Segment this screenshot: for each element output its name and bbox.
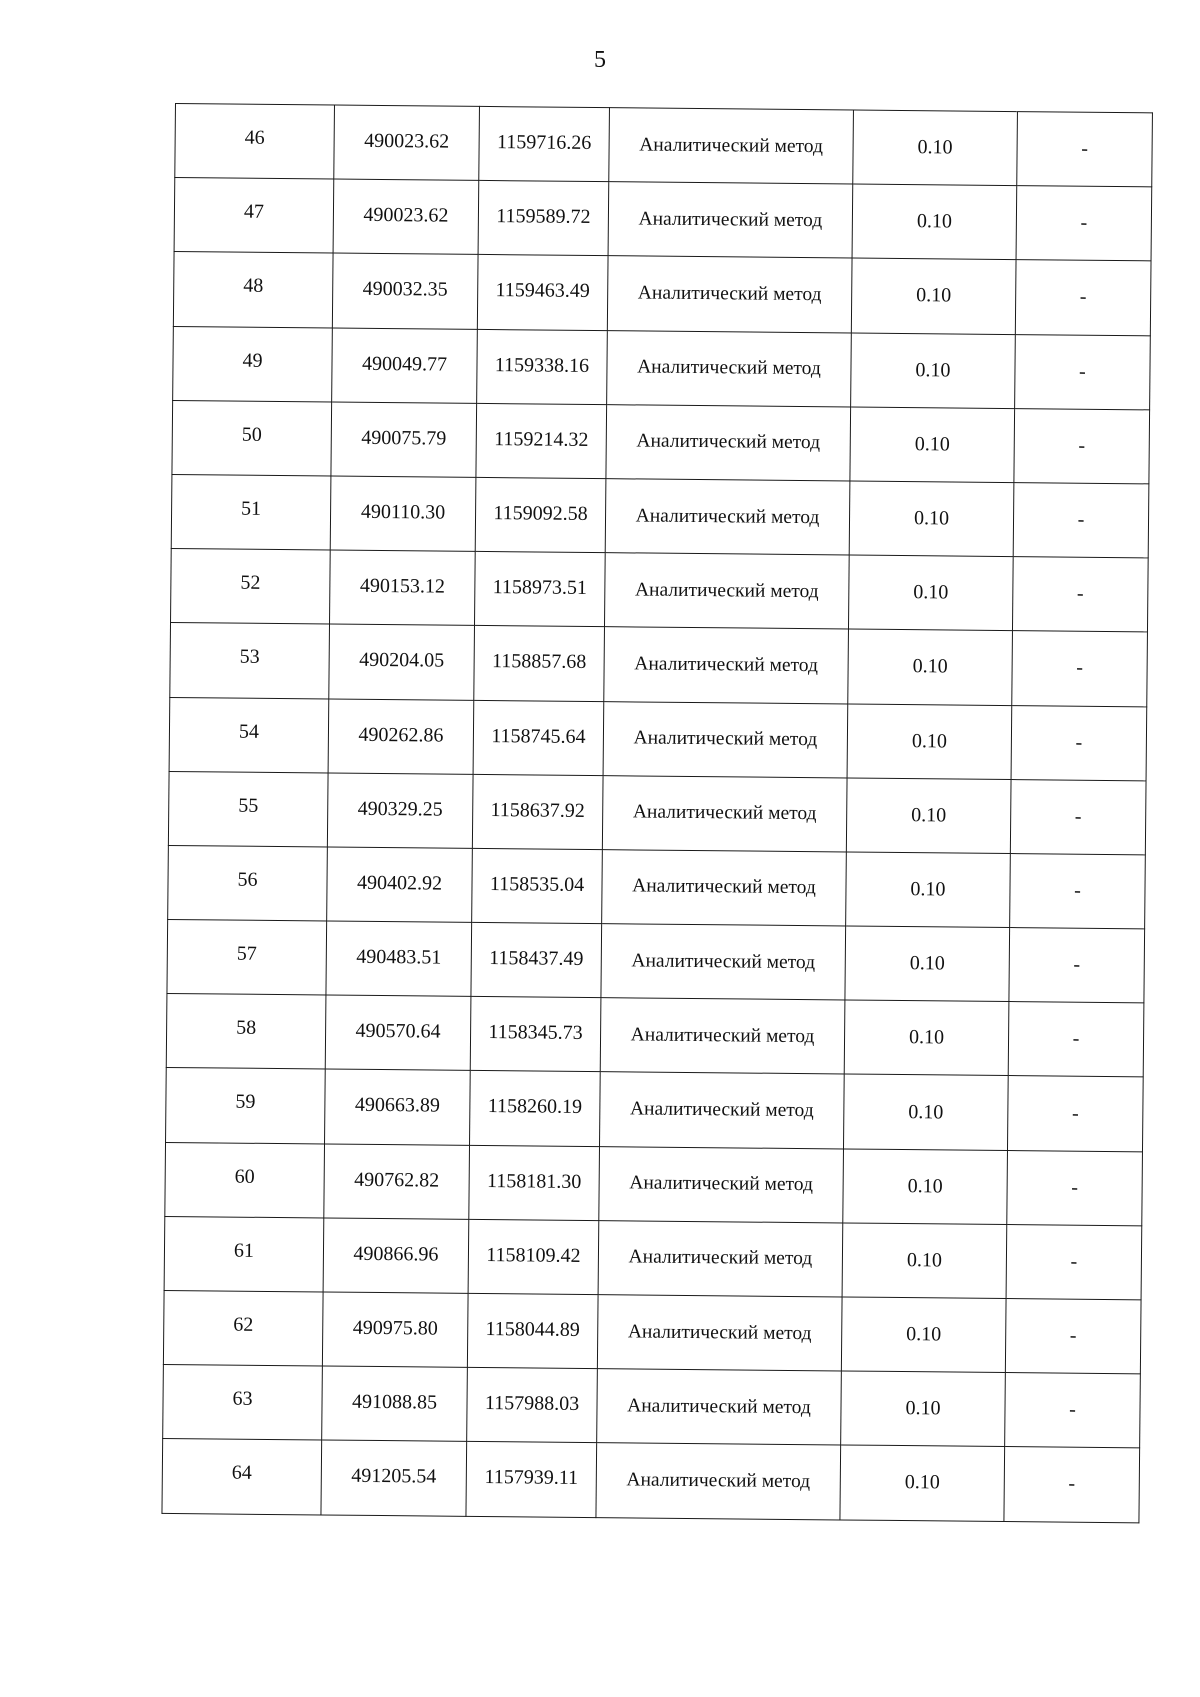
x-coordinate-cell: 490153.12 — [330, 550, 476, 626]
page-number: 5 — [594, 47, 606, 73]
method-cell: Аналитический метод — [600, 1072, 845, 1149]
note-cell: - — [1011, 705, 1147, 780]
method-cell: Аналитический метод — [601, 924, 846, 1001]
table-row — [166, 994, 1144, 1078]
method-cell: Аналитический метод — [602, 775, 847, 852]
accuracy-cell: 0.10 — [847, 703, 1012, 779]
note-cell: - — [1012, 557, 1148, 632]
table-row — [171, 474, 1149, 558]
x-coordinate-cell: 490762.82 — [324, 1144, 470, 1220]
x-coordinate-cell: 490866.96 — [323, 1218, 469, 1294]
method-cell: Аналитический метод — [605, 479, 850, 556]
y-coordinate-cell: 1158260.19 — [470, 1071, 601, 1146]
x-coordinate-cell: 490262.86 — [328, 699, 474, 775]
note-cell: - — [1007, 1076, 1143, 1151]
accuracy-cell: 0.10 — [844, 1000, 1009, 1076]
point-number-cell: 57 — [167, 920, 327, 996]
table-row — [165, 1142, 1143, 1226]
y-coordinate-cell: 1158535.04 — [472, 848, 603, 923]
point-number-cell: 46 — [175, 104, 335, 180]
note-cell: - — [1009, 928, 1145, 1003]
table-row — [168, 771, 1146, 855]
x-coordinate-cell: 490402.92 — [327, 847, 473, 923]
x-coordinate-cell: 490570.64 — [325, 995, 471, 1071]
accuracy-cell: 0.10 — [851, 333, 1016, 409]
table-row — [168, 845, 1146, 929]
x-coordinate-cell: 490483.51 — [326, 921, 472, 997]
accuracy-cell: 0.10 — [853, 110, 1018, 186]
accuracy-cell: 0.10 — [841, 1297, 1006, 1373]
point-number-cell: 50 — [172, 400, 332, 476]
accuracy-cell: 0.10 — [848, 629, 1013, 705]
x-coordinate-cell: 490075.79 — [331, 402, 477, 478]
table-row — [175, 104, 1153, 188]
coordinates-table-container — [161, 103, 1151, 1523]
table-row — [171, 549, 1149, 633]
accuracy-cell: 0.10 — [848, 555, 1013, 631]
y-coordinate-cell: 1158745.64 — [473, 700, 604, 775]
table-row — [173, 252, 1151, 336]
accuracy-cell: 0.10 — [845, 926, 1010, 1002]
point-number-cell: 55 — [168, 771, 328, 847]
accuracy-cell: 0.10 — [840, 1445, 1005, 1521]
note-cell: - — [1005, 1373, 1141, 1448]
y-coordinate-cell: 1158637.92 — [472, 774, 603, 849]
method-cell: Аналитический метод — [607, 256, 852, 333]
y-coordinate-cell: 1158437.49 — [471, 922, 602, 997]
x-coordinate-cell: 490023.62 — [333, 179, 479, 255]
x-coordinate-cell: 490023.62 — [334, 105, 480, 181]
method-cell: Аналитический метод — [604, 553, 849, 630]
point-number-cell: 63 — [163, 1365, 323, 1441]
method-cell: Аналитический метод — [602, 850, 847, 927]
point-number-cell: 62 — [163, 1290, 323, 1366]
y-coordinate-cell: 1157939.11 — [466, 1442, 597, 1517]
note-cell: - — [1006, 1224, 1142, 1299]
note-cell: - — [1014, 408, 1150, 483]
x-coordinate-cell: 490329.25 — [327, 773, 473, 849]
y-coordinate-cell: 1159092.58 — [475, 477, 606, 552]
point-number-cell: 53 — [170, 623, 330, 699]
method-cell: Аналитический метод — [607, 330, 852, 407]
point-number-cell: 47 — [174, 178, 334, 254]
table-row — [166, 1068, 1144, 1152]
y-coordinate-cell: 1159716.26 — [479, 106, 610, 181]
y-coordinate-cell: 1158181.30 — [469, 1145, 600, 1220]
accuracy-cell: 0.10 — [850, 407, 1015, 483]
method-cell: Аналитический метод — [608, 182, 853, 259]
accuracy-cell: 0.10 — [842, 1223, 1007, 1299]
note-cell: - — [1004, 1447, 1140, 1522]
point-number-cell: 49 — [173, 326, 333, 402]
note-cell: - — [1010, 853, 1146, 928]
y-coordinate-cell: 1158109.42 — [468, 1219, 599, 1294]
method-cell: Аналитический метод — [597, 1369, 842, 1446]
y-coordinate-cell: 1158044.89 — [467, 1293, 598, 1368]
point-number-cell: 64 — [162, 1439, 322, 1515]
accuracy-cell: 0.10 — [852, 184, 1017, 260]
x-coordinate-cell: 490110.30 — [330, 476, 476, 552]
method-cell: Аналитический метод — [606, 404, 851, 481]
method-cell: Аналитический метод — [609, 108, 854, 185]
point-number-cell: 61 — [164, 1216, 324, 1292]
y-coordinate-cell: 1159214.32 — [476, 403, 607, 478]
method-cell: Аналитический метод — [598, 1220, 843, 1297]
y-coordinate-cell: 1158345.73 — [470, 997, 601, 1072]
accuracy-cell: 0.10 — [849, 481, 1014, 557]
method-cell: Аналитический метод — [597, 1295, 842, 1372]
note-cell: - — [1016, 186, 1152, 261]
method-cell: Аналитический метод — [599, 1146, 844, 1223]
point-number-cell: 54 — [169, 697, 329, 773]
table-row — [173, 326, 1151, 410]
y-coordinate-cell: 1158857.68 — [474, 626, 605, 701]
x-coordinate-cell: 491205.54 — [321, 1440, 467, 1516]
y-coordinate-cell: 1159463.49 — [477, 255, 608, 330]
y-coordinate-cell: 1159589.72 — [478, 181, 609, 256]
method-cell: Аналитический метод — [604, 627, 849, 704]
y-coordinate-cell: 1157988.03 — [467, 1368, 598, 1443]
point-number-cell: 60 — [165, 1142, 325, 1218]
table-row — [167, 920, 1145, 1004]
accuracy-cell: 0.10 — [841, 1371, 1006, 1447]
accuracy-cell: 0.10 — [846, 852, 1011, 928]
table-row — [169, 697, 1147, 781]
y-coordinate-cell: 1159338.16 — [477, 329, 608, 404]
point-number-cell: 48 — [173, 252, 333, 328]
x-coordinate-cell: 491088.85 — [322, 1366, 468, 1442]
accuracy-cell: 0.10 — [843, 1074, 1008, 1150]
x-coordinate-cell: 490663.89 — [325, 1069, 471, 1145]
point-number-cell: 56 — [168, 845, 328, 921]
accuracy-cell: 0.10 — [851, 258, 1016, 334]
accuracy-cell: 0.10 — [846, 778, 1011, 854]
note-cell: - — [1017, 112, 1153, 187]
x-coordinate-cell: 490032.35 — [332, 253, 478, 329]
table-row — [163, 1290, 1141, 1374]
point-number-cell: 58 — [166, 994, 326, 1070]
note-cell: - — [1008, 1002, 1144, 1077]
point-number-cell: 51 — [171, 474, 331, 550]
note-cell: - — [1015, 260, 1151, 335]
note-cell: - — [1005, 1299, 1141, 1374]
method-cell: Аналитический метод — [596, 1443, 841, 1520]
note-cell: - — [1012, 631, 1148, 706]
method-cell: Аналитический метод — [600, 998, 845, 1075]
coordinates-table-body — [162, 104, 1152, 1523]
accuracy-cell: 0.10 — [843, 1149, 1008, 1225]
point-number-cell: 59 — [166, 1068, 326, 1144]
point-number-cell: 52 — [171, 549, 331, 625]
table-row — [172, 400, 1150, 484]
method-cell: Аналитический метод — [603, 701, 848, 778]
x-coordinate-cell: 490204.05 — [329, 624, 475, 700]
table-row — [170, 623, 1148, 707]
table-row — [163, 1365, 1141, 1449]
note-cell: - — [1013, 483, 1149, 558]
coordinates-table — [161, 103, 1152, 1523]
y-coordinate-cell: 1158973.51 — [474, 552, 605, 627]
table-row — [162, 1439, 1140, 1523]
note-cell: - — [1007, 1150, 1143, 1225]
x-coordinate-cell: 490975.80 — [322, 1292, 468, 1368]
note-cell: - — [1015, 334, 1151, 409]
table-row — [164, 1216, 1142, 1300]
table-row — [174, 178, 1152, 262]
x-coordinate-cell: 490049.77 — [332, 328, 478, 404]
note-cell: - — [1010, 779, 1146, 854]
